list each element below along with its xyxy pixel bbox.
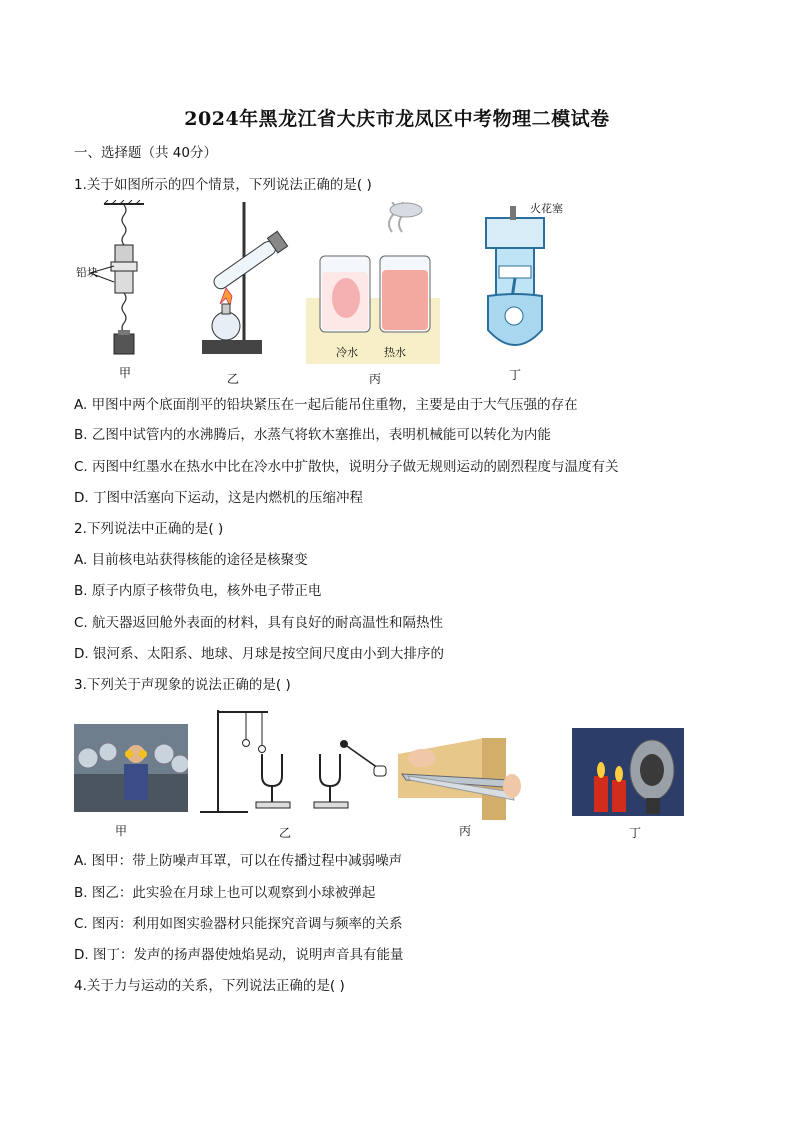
q4-stem: 4.关于力与运动的关系，下列说法正确的是( ) xyxy=(74,978,345,994)
q3-caption-bing: 丙 xyxy=(458,824,471,838)
q2-option-d: D. 银河系、太阳系、地球、月球是按空间尺度由小到大排序的 xyxy=(74,646,444,662)
q1-fig-bing-beakers xyxy=(306,202,440,364)
q1-label-cold-water: 冷水 xyxy=(336,346,358,359)
q1-caption-bing: 丙 xyxy=(368,372,381,386)
q3-fig-yi-tuning-forks xyxy=(198,704,398,816)
q1-fig-jia-lead-blocks xyxy=(74,200,164,378)
q1-caption-yi: 乙 xyxy=(226,372,239,386)
q3-caption-yi: 乙 xyxy=(278,826,291,840)
q3-fig-jia-factory-photo xyxy=(74,724,188,812)
q1-label-lead-block: 铅块 xyxy=(76,266,98,279)
q3-caption-jia: 甲 xyxy=(114,824,127,838)
q2-option-b: B. 原子内原子核带负电，核外电子带正电 xyxy=(74,583,322,599)
q2-stem: 2.下列说法中正确的是( ) xyxy=(74,521,224,537)
q3-fig-bing-ruler xyxy=(398,728,524,820)
q1-option-d: D. 丁图中活塞向下运动，这是内燃机的压缩冲程 xyxy=(74,490,363,506)
q1-option-c: C. 丙图中红墨水在热水中比在冷水中扩散快，说明分子做无规则运动的剧烈程度与温度有关 xyxy=(74,459,619,475)
q1-caption-jia: 甲 xyxy=(118,366,131,380)
section-heading: 一、选择题（共 40分） xyxy=(74,145,217,161)
q3-option-b: B. 图乙：此实验在月球上也可以观察到小球被弹起 xyxy=(74,885,376,901)
q1-stem: 1.关于如图所示的四个情景，下列说法正确的是( ) xyxy=(74,177,372,193)
q1-fig-yi-test-tube xyxy=(196,200,292,360)
exam-title: 2024年黑龙江省大庆市龙凤区中考物理二模试卷 xyxy=(184,108,610,130)
q3-fig-ding-speaker-candles xyxy=(572,728,684,816)
q1-label-spark-plug: 火花塞 xyxy=(530,202,563,215)
q3-caption-ding: 丁 xyxy=(628,826,641,840)
q1-caption-ding: 丁 xyxy=(508,368,521,382)
q3-option-a: A. 图甲：带上防噪声耳罩，可以在传播过程中减弱噪声 xyxy=(74,853,403,869)
q1-option-a: A. 甲图中两个底面削平的铅块紧压在一起后能吊住重物，主要是由于大气压强的存在 xyxy=(74,397,578,413)
q2-option-c: C. 航天器返回舱外表面的材料，具有良好的耐高温性和隔热性 xyxy=(74,615,444,631)
q2-option-a: A. 目前核电站获得核能的途径是核聚变 xyxy=(74,552,308,568)
q3-stem: 3.下列关于声现象的说法正确的是( ) xyxy=(74,677,291,693)
q3-option-d: D. 图丁：发声的扬声器使烛焰晃动，说明声音具有能量 xyxy=(74,947,404,963)
q3-option-c: C. 图丙：利用如图实验器材只能探究音调与频率的关系 xyxy=(74,916,403,932)
q1-fig-ding-engine xyxy=(480,200,550,356)
q1-label-hot-water: 热水 xyxy=(384,346,406,359)
q1-option-b: B. 乙图中试管内的水沸腾后，水蒸气将软木塞推出，表明机械能可以转化为内能 xyxy=(74,427,551,443)
